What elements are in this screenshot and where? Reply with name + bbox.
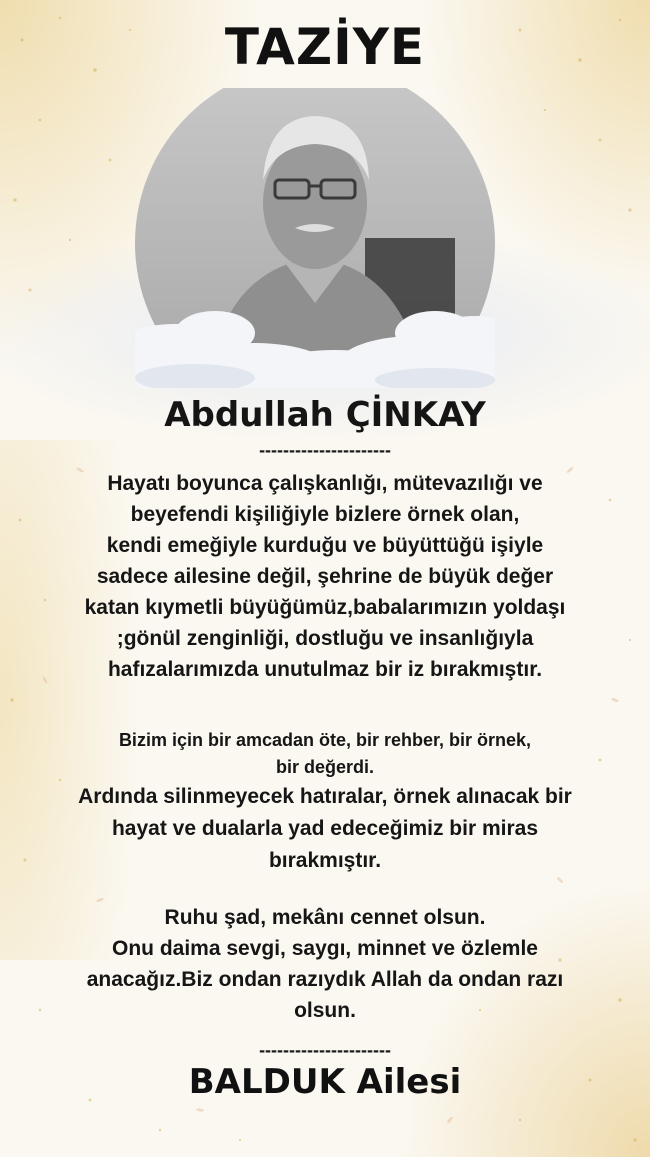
deceased-name: Abdullah ÇİNKAY — [164, 395, 486, 435]
message-line: Ardında silinmeyecek hatıralar, örnek alınacak bir — [78, 785, 572, 808]
message-line: katan kıymetli büyüğümüz,babalarımızın yoldaşı — [84, 596, 566, 619]
page-title: TAZİYE — [224, 18, 426, 76]
message-line: Hayatı boyunca çalışkanlığı, mütevazılığı ve — [107, 472, 543, 495]
message-line: bırakmıştır. — [268, 849, 382, 872]
message-line: kendi emeğiyle kurduğu ve büyüttüğü işiyle — [106, 534, 544, 557]
message-paragraph-2b — [40, 781, 610, 877]
message-paragraph-1 — [40, 468, 610, 685]
message-line: Onu daima sevgi, saygı, minnet ve özlemle — [112, 937, 538, 960]
message-line: hafızalarımızda unutulmaz bir iz bırakmıştır. — [107, 658, 543, 681]
message-line: bir değerdi. — [275, 757, 374, 777]
message-line: hayat ve dualarla yad edeceğimiz bir miras — [111, 817, 539, 840]
message-line: Ruhu şad, mekânı cennet olsun. — [164, 906, 486, 929]
message-line: ;gönül zenginliği, dostluğu ve insanlığıyla — [116, 627, 534, 650]
message-line: olsun. — [294, 999, 356, 1022]
divider-bottom: ---------------------- — [259, 1040, 391, 1060]
message-line: beyefendi kişiliğiyle bizlere örnek olan, — [130, 503, 520, 526]
message-line: Bizim için bir amcadan öte, bir rehber, bir örnek, — [118, 730, 532, 750]
message-paragraph-2a — [40, 727, 610, 781]
message-line: sadece ailesine değil, şehrine de büyük değer — [96, 565, 554, 588]
signature-family: BALDUK Ailesi — [188, 1062, 462, 1102]
message-paragraph-3 — [40, 902, 610, 1026]
portrait-photo — [135, 88, 495, 388]
message-line: anacağız.Biz ondan razıydık Allah da ondan razı — [86, 968, 564, 991]
divider-top: ---------------------- — [259, 440, 391, 460]
